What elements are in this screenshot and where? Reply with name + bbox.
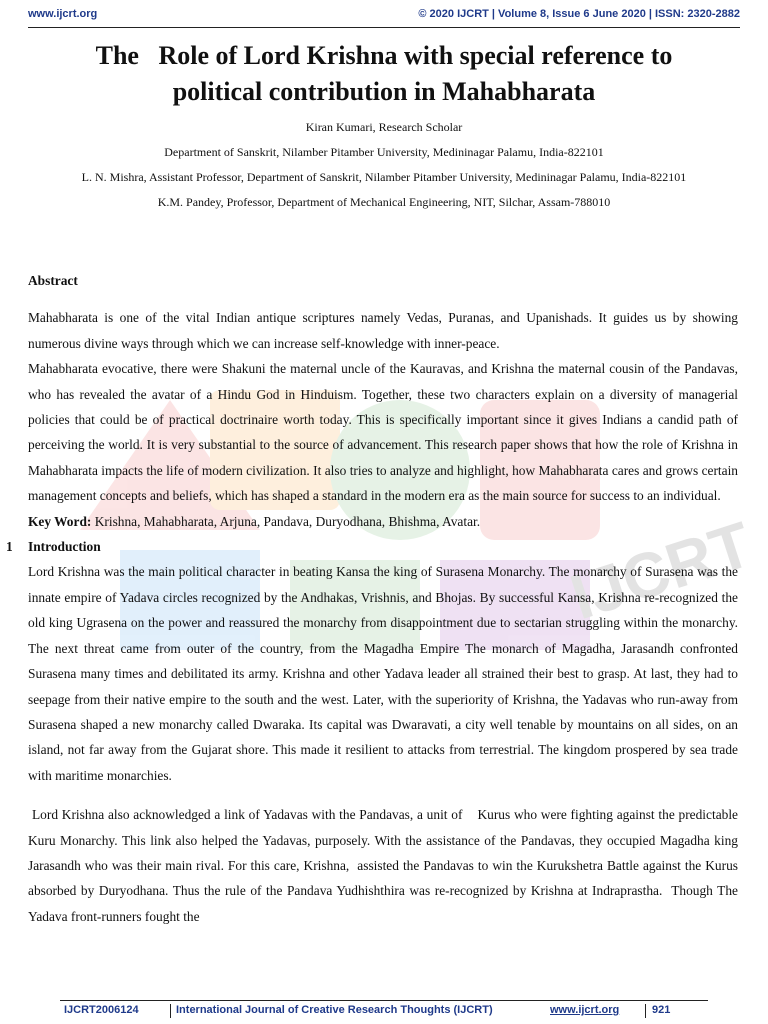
author-3: K.M. Pandey, Professor, Department of Mechanical Engineering, NIT, Silchar, Assam-788010	[157, 195, 611, 209]
author-block	[28, 120, 740, 220]
footer-page-number: 921	[652, 1004, 671, 1016]
header-divider	[28, 27, 740, 28]
footer-paper-id: IJCRT2006124	[64, 1004, 139, 1016]
title-line-2: political contribution in Mahabharata	[172, 77, 596, 106]
page-footer	[60, 1004, 708, 1020]
footer-divider	[60, 1000, 708, 1001]
keywords-label: Key Word:	[28, 513, 92, 529]
introduction-heading	[6, 534, 738, 559]
paper-body	[6, 268, 742, 929]
footer-separator	[645, 1004, 646, 1018]
keywords-text: Krishna, Mahabharata, Arjuna, Pandava, Duryodhana, Bhishma, Avatar.	[94, 513, 481, 529]
keywords	[28, 509, 738, 534]
introduction-paragraph-1: Lord Krishna was the main political character in beating Kansa the king of Surasena Monarchy. The monarchy of Surasena was the innate empire of Yadava circles recognized by the Andhakas, Vrishnis, and Bhojas. By successful Kansa, Krishna re-recognized the old king Ugrasena on the power and reassured the monarchy from disappointment due to sectarian struggling within the monarchy. The next threat came from outer of the country, from the Magadha Empire The monarch of Magadha, Jarasandh confronted Surasena many times and debilitated its army. Krishna and other Yadava leader all strained their best to grasp. At last, they had to seepage from their native empire to the south and the west. Later, with the superiority of Krishna, the Yadavas who run-away from Surasena shaped a new monarchy called Dwaraka. Its capital was Dwaravati, a city well tenable by mountains on all sides, on an island, not far away from the Gujarat shore. This made it resilient to attacks from terrestrial. The kingdom prospered by sea trade with maritime monarchies.	[28, 564, 738, 783]
header-citation: © 2020 IJCRT | Volume 8, Issue 6 June 2020 | ISSN: 2320-2882	[418, 8, 740, 20]
abstract-heading: Abstract	[28, 273, 78, 288]
author-2: L. N. Mishra, Assistant Professor, Department of Sanskrit, Nilamber Pitamber University, Medininagar Palamu, India-822101	[81, 170, 687, 184]
abstract-paragraph-1: Mahabharata is one of the vital Indian antique scriptures namely Vedas, Puranas, and Upanishads. It guides us by showing numerous divine ways through which we can increase self-knowledge with inner-peace.	[28, 310, 738, 351]
section-number: 1	[6, 539, 13, 555]
paragraph-gap	[28, 788, 738, 802]
footer-separator	[170, 1004, 171, 1018]
paper-title	[20, 38, 748, 110]
section-title: Introduction	[28, 539, 101, 555]
page-header	[28, 8, 740, 26]
watermark-text: IJCRT	[562, 507, 761, 634]
title-line-1: The Role of Lord Krishna with special reference to	[95, 41, 673, 70]
author-1: Kiran Kumari, Research Scholar	[305, 120, 463, 134]
footer-url-link[interactable]: www.ijcrt.org	[550, 1004, 620, 1016]
introduction-paragraph-2: Lord Krishna also acknowledged a link of Yadavas with the Pandavas, a unit of Kurus who were fighting against the predictable Kuru Monarchy. This link also helped the Yadavas, purposely. With the assistance of the Pandavas, they occupied Magadha king Jarasandh who was their main rival. For this care, Krishna, assisted the Pandavas to win the Kurukshetra Battle against the Kurus absorbed by Duryodhana. Thus the rule of the Pandava Yudhishthira was re-recognized by Krishna at Indraprastha. Though The Yadava front-runners fought the	[28, 807, 742, 924]
header-site-link[interactable]: www.ijcrt.org	[28, 8, 98, 20]
author-1-affiliation: Department of Sanskrit, Nilamber Pitamber University, Medininagar Palamu, India-822101	[164, 145, 604, 159]
footer-journal-name: International Journal of Creative Research Thoughts (IJCRT)	[176, 1004, 493, 1016]
abstract-paragraph-2: Mahabharata evocative, there were Shakuni the maternal uncle of the Kauravas, and Krishna the maternal cousin of the Pandavas, who has revealed the avatar of a Hindu God in Hinduism. Together, these two characters explain on a diversity of managerial policies that could be of practical doctrinaire worth today. This is specifically important since it gives Indians a candid path of perceiving the world. It is very substantial to the source of advancement. This research paper shows that how the role of Krishna in Mahabharata impacts the life of modern civilization. It also tries to analyze and highlight, how Mahabharata cares and grows certain management concepts and beliefs, which has shaped a standard in the modern era as the main source for success to an individual.	[28, 361, 738, 504]
